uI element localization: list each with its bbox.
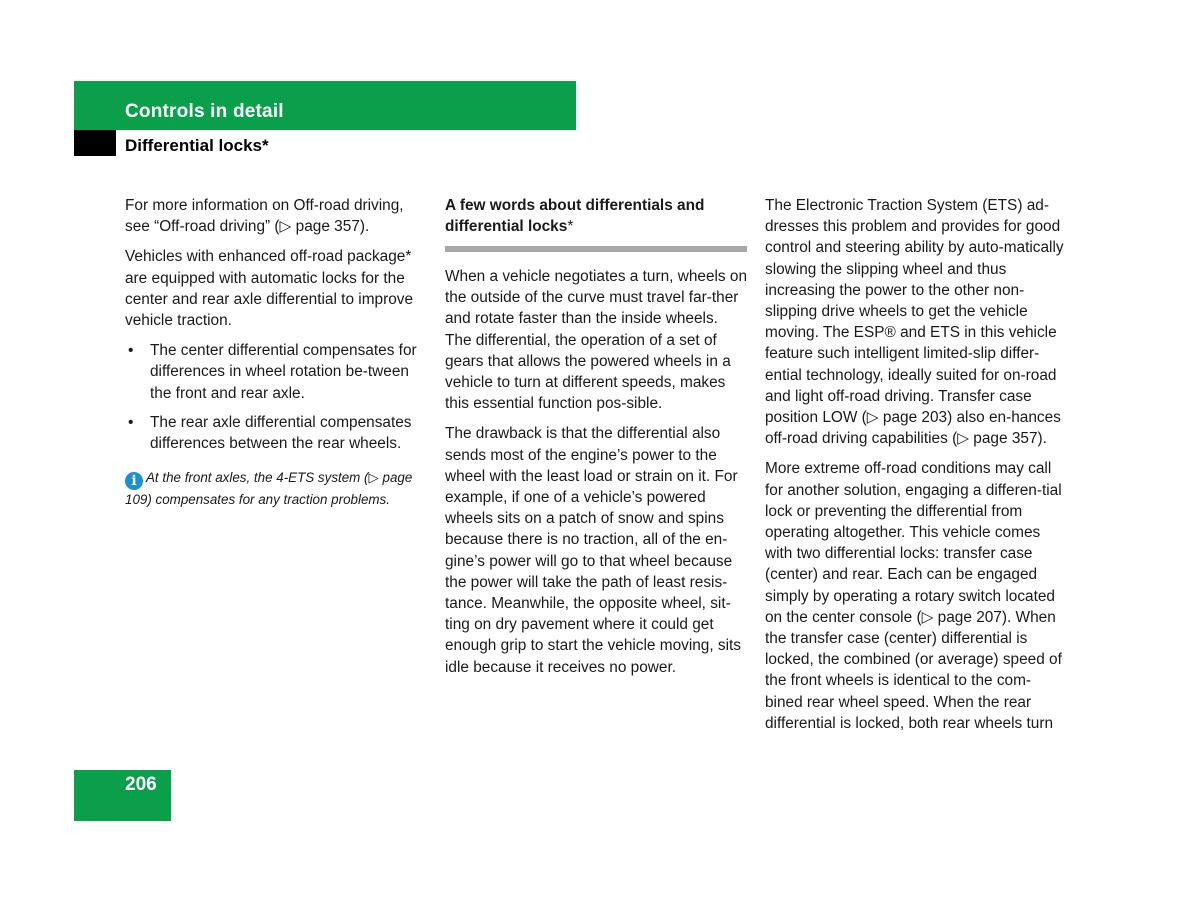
paragraph: The Electronic Traction System (ETS) ad-dresses this problem and provides for good control and steering ability by auto-matically slowing the slipping wheel and thus increasing the power to the other non-slipping drive wheels to get the vehicle moving. The ESP® and ETS in this vehicle feature such intelligent limited-slip differ-ential technology, ideally suited for on-road and light off-road driving. Transfer case position LOW (▷ page 203) also en-hances off-road driving capabilities (▷ page 357). [765, 197, 1064, 448]
list-item [125, 340, 425, 404]
subheading [445, 195, 747, 237]
paragraph: More extreme off-road conditions may call for another solution, engaging a differen-tial lock or preventing the differential from operating altogether. This vehicle comes with two differential locks: transfer case (center) and rear. Each can be engaged simply by operating a rotary switch located on the center console (▷ page 207). When the transfer case (center) differential is locked, the combined (or average) speed of the front wheels is identical to the com-bined rear wheel speed. When the rear differential is locked, both rear wheels turn [765, 460, 1062, 732]
bullet-list [125, 340, 425, 454]
paragraph: When a vehicle negotiates a turn, wheels on the outside of the curve must travel far-ther and rotate faster than the inside wheels. The differential, the operation of a set of gears that allows the powered wheels in a vehicle to turn at different speeds, makes this essential function pos-sible. [445, 268, 748, 413]
list-item [125, 412, 425, 454]
list-item-text: The center differential compensates for differences in wheel rotation be-tween the front and rear axle. [150, 342, 417, 402]
info-note [125, 468, 425, 509]
bullet-icon: • [128, 342, 134, 360]
chapter-title: Controls in detail [125, 101, 284, 122]
column-middle [445, 195, 747, 687]
section-marker [74, 130, 116, 156]
column-left [125, 195, 425, 509]
subheading-rule [445, 246, 747, 252]
page-number: 206 [125, 774, 157, 795]
paragraph: For more information on Off-road driving, see “Off-road driving” (▷ page 357). [125, 197, 404, 236]
paragraph: The drawback is that the differential also sends most of the engine’s power to the wheel with the least load or strain on it. For example, if one of a vehicle’s powered wheels sits on a patch of snow and spins because there is no traction, all of the en-gine’s power will go to that wheel because the power will take the path of least resis-tance. Meanwhile, the opposite wheel, sit-ting on dry pavement where it could get enough grip to start the vehicle moving, sits idle because it receives no power. [445, 425, 741, 676]
subheading-asterisk: * [567, 218, 574, 235]
subheading-text: A few words about differentials and differential locks [445, 197, 705, 235]
paragraph: Vehicles with enhanced off-road package* are equipped with automatic locks for the center and rear axle differential to improve vehicle traction. [125, 248, 414, 330]
info-note-text: At the front axles, the 4-ETS system (▷ page 109) compensates for any traction problems. [125, 470, 413, 508]
bullet-icon: • [128, 413, 134, 431]
column-right [765, 195, 1067, 743]
info-icon: i [125, 472, 143, 490]
list-item-text: The rear axle differential compensates differences between the rear wheels. [150, 413, 412, 453]
section-title: Differential locks* [125, 136, 269, 155]
